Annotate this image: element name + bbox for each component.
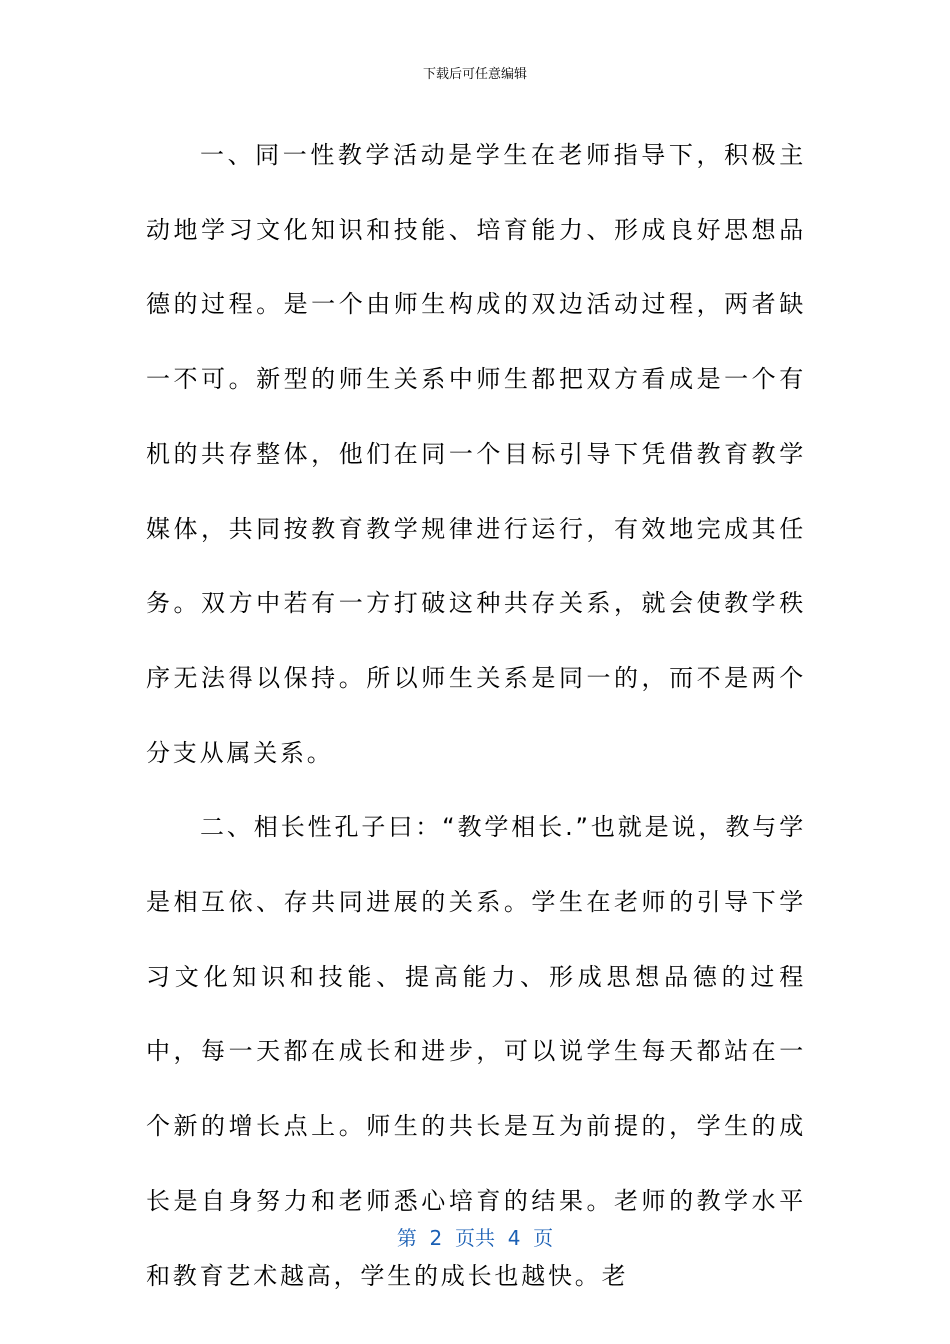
document-body [146, 118, 806, 1313]
page-header: 下载后可任意编辑 [422, 67, 527, 82]
paragraph-2: 二、相长性孔子曰：“教学相长.”也就是说，教与学是相互依、存共同进展的关系。学生在老师的引导下学习文化知识和技能、提高能力、形成思想品德的过程中，每一天都在成长和进步，可以说学生每天都站在一个新的增长点上。师生的共长是互为前提的，学生的成长是自身努力和老师悉心培育的结果。老师的教学水平和教育艺术越高，学生的成长也越快。老 [146, 813, 806, 1290]
paragraph-1: 一、同一性教学活动是学生在老师指导下，积极主动地学习文化知识和技能、培育能力、形成良好思想品德的过程。是一个由师生构成的双边活动过程，两者缺一不可。新型的师生关系中师生都把双方看成是一个有机的共存整体，他们在同一个目标引导下凭借教育教学媒体，共同按教育教学规律进行运行，有效地完成其任务。双方中若有一方打破这种共存关系，就会使教学秩序无法得以保持。所以师生关系是同一的，而不是两个分支从属关系。 [146, 141, 806, 767]
page-number-footer: 第 2 页共 4 页 [396, 1226, 554, 1250]
